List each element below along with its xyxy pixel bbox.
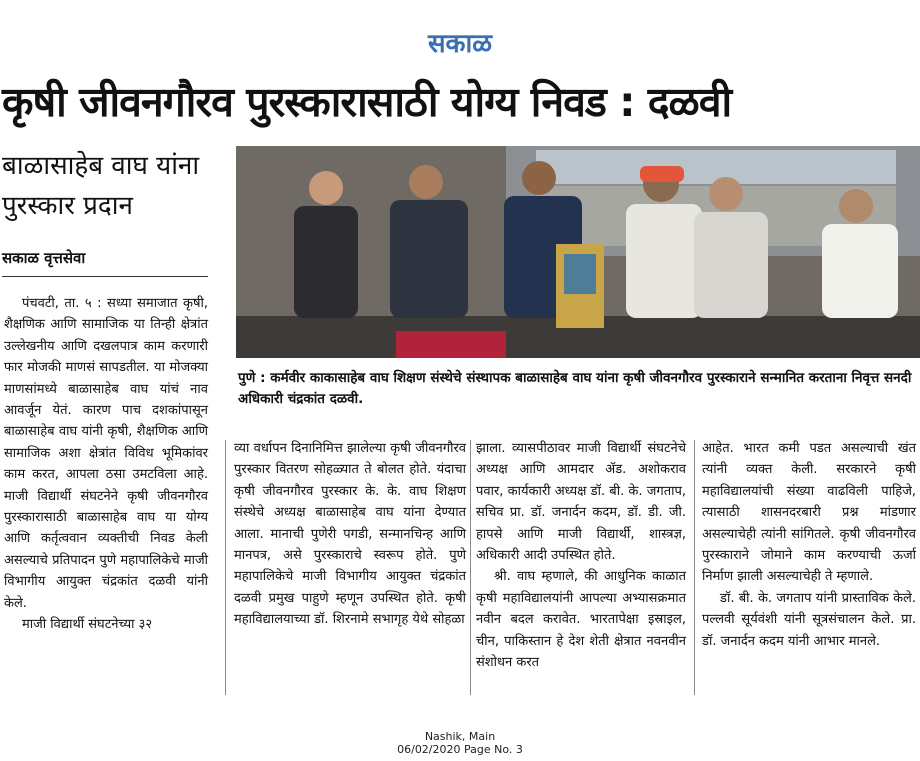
column-divider bbox=[225, 440, 226, 695]
newspaper-masthead: सकाळ bbox=[427, 29, 493, 59]
article-column-2 bbox=[234, 438, 466, 631]
article-paragraph: झाला. व्यासपीठावर माजी विद्यार्थी संघटनेचे अध्यक्ष आणि आमदार ॲड. अशोकराव पवार, कार्यकारी अध्यक्ष डॉ. बी. के. जगताप, सचिव प्रा. डॉ. जनार्दन कदम, डॉ. डी. जी. हापसे आणि माजी विद्यार्थी, शास्त्रज्ञ, अधिकारी आदी उपस्थित होते. bbox=[476, 441, 686, 564]
article-column-4 bbox=[702, 438, 916, 652]
article-paragraph: श्री. वाघ म्हणाले, की आधुनिक काळात कृषी महाविद्यालयांनी आपल्या अभ्यासक्रमात नवीन बदल करावेत. भारतापेक्षा इस्राइल, चीन, पाकिस्तान हे देश शेती क्षेत्रात नवनवीन संशोधन करत bbox=[476, 569, 686, 671]
event-photo bbox=[236, 146, 920, 358]
article-subheadline: बाळासाहेब वाघ यांना पुरस्कार प्रदान bbox=[2, 151, 200, 221]
date-page-label: 06/02/2020 Page No. 3 bbox=[397, 743, 523, 756]
article-column-3 bbox=[476, 438, 686, 673]
article-paragraph: पंचवटी, ता. ५ : सध्या समाजात कृषी, शैक्षणिक आणि सामाजिक या तिन्ही क्षेत्रांत उल्लेखनीय आणि दखलपात्र काम करणारी फार मोजकी माणसं सापडतील. या मोजक्या माणसांमध्ये बाळासाहेब वाघ यांचं नाव आवर्जून येतं. कारण पाच दशकांपासून बाळासाहेब वाघ यांनी कृषी, शैक्षणिक आणि सामाजिक अशा क्षेत्रांत विविध भूमिकांवर काम करत, आपला ठसा उमटविला आहे. माजी विद्यार्थी संघटनेने कृषी जीवनगौरव पुरस्कारासाठी बाळासाहेब वाघ या योग्य आणि कर्तृत्ववान व्यक्तीची निवड केली असल्याचे प्रतिपादन पुणे महापालिकेचे माजी विभागीय आयुक्त चंद्रकांत दळवी यांनी केले. bbox=[4, 296, 208, 611]
article-column-1 bbox=[4, 293, 208, 636]
article-paragraph: माजी विद्यार्थी संघटनेच्या ३२ bbox=[22, 617, 153, 633]
byline-divider bbox=[2, 276, 208, 277]
article-paragraph: व्या वर्धापन दिनानिमित्त झालेल्या कृषी जीवनगौरव पुरस्कार वितरण सोहळ्यात ते बोलत होते. यंदाचा कृषी जीवनगौरव पुरस्कार के. के. वाघ शिक्षण संस्थेचे अध्यक्ष बाळासाहेब वाघ यांना देण्यात आला. मानाची पुणेरी पगडी, सन्मानचिन्ह आणि मानपत्र, असे पुरस्काराचे स्वरूप होते. पुणे महापालिकेचे माजी विभागीय आयुक्त चंद्रकांत दळवी प्रमुख पाहुणे म्हणून उपस्थित होते. कृषी महाविद्यालयाच्या डॉ. शिरनामे सभागृह येथे सोहळा bbox=[234, 441, 466, 628]
column-divider bbox=[470, 440, 471, 695]
article-paragraph: डॉ. बी. के. जगताप यांनी प्रास्ताविक केले. पल्लवी सूर्यवंशी यांनी सूत्रसंचालन केले. प्रा. डॉ. जनार्दन कदम यांनी आभार मानले. bbox=[702, 590, 916, 649]
article-byline: सकाळ वृत्तसेवा bbox=[2, 249, 86, 267]
article-paragraph: आहेत. भारत कमी पडत असल्याची खंत त्यांनी व्यक्त केली. सरकारने कृषी महाविद्यालयांची संख्या वाढविली पाहिजे, त्यासाठी शासनदरबारी प्रश्न मांडणार असल्याचेही त्यांनी सांगितले. कृषी जीवनगौरव पुरस्काराने जोमाने काम करण्याची ऊर्जा निर्माण झाली असल्याचेही ते म्हणाले. bbox=[702, 441, 916, 585]
article-headline: कृषी जीवनगौरव पुरस्कारासाठी योग्य निवड : दळवी bbox=[2, 78, 732, 126]
photo-caption: पुणे : कर्मवीर काकासाहेब वाघ शिक्षण संस्थेचे संस्थापक बाळासाहेब वाघ यांना कृषी जीवनगौरव पुरस्काराने सन्मानित करताना निवृत्त सनदी अधिकारी चंद्रकांत दळवी. bbox=[238, 370, 912, 407]
page-footer bbox=[0, 730, 920, 756]
edition-label: Nashik, Main bbox=[424, 730, 496, 743]
column-divider bbox=[694, 440, 695, 695]
